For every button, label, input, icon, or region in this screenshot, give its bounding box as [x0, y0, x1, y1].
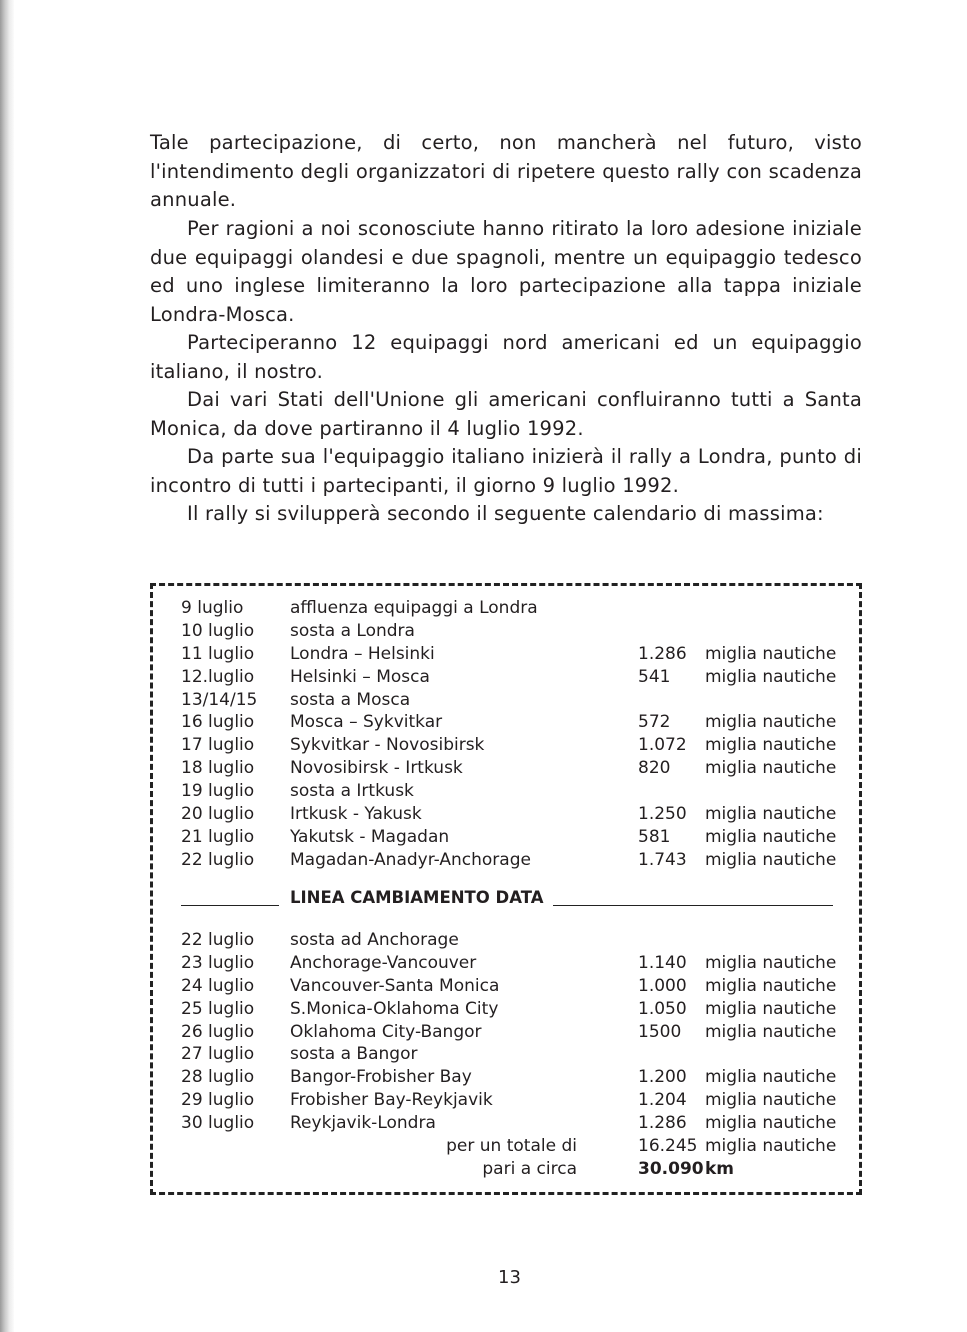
divider-rule-left: [181, 905, 279, 906]
schedule-row: [153, 1089, 859, 1112]
date-line-divider: [153, 888, 859, 911]
schedule-date: 13/14/15: [181, 689, 258, 710]
schedule-unit: miglia nautiche: [705, 952, 837, 973]
schedule-date: 23 luglio: [181, 952, 255, 973]
schedule-date: 19 luglio: [181, 781, 255, 802]
schedule-route: Oklahoma City-Bangor: [290, 1021, 482, 1042]
schedule-row: [153, 643, 859, 666]
schedule-unit: miglia nautiche: [705, 666, 837, 687]
schedule-unit: miglia nautiche: [705, 712, 837, 733]
schedule-row: [153, 1043, 859, 1066]
schedule-route: Frobisher Bay-Reykjavik: [290, 1090, 493, 1111]
schedule-route: Londra – Helsinki: [290, 643, 435, 664]
schedule-date: 21 luglio: [181, 826, 255, 847]
schedule-route: sosta a Londra: [290, 620, 415, 641]
schedule-route: Mosca – Sykvitkar: [290, 712, 443, 733]
schedule-distance: 541: [638, 666, 671, 687]
schedule-date: 9 luglio: [181, 598, 244, 618]
schedule-date: 10 luglio: [181, 620, 255, 641]
schedule-row: [153, 734, 859, 757]
schedule-date: 25 luglio: [181, 998, 255, 1019]
total-unit: miglia nautiche: [705, 1136, 837, 1156]
schedule-date: 27 luglio: [181, 1044, 255, 1065]
schedule-date: 29 luglio: [181, 1090, 255, 1111]
schedule-route: Yakutsk - Magadan: [290, 826, 450, 847]
schedule-date: 12.luglio: [181, 666, 255, 687]
schedule-row: [153, 711, 859, 734]
schedule-row: [153, 1021, 859, 1044]
schedule-date: 18 luglio: [181, 758, 255, 779]
schedule-row: [153, 666, 859, 689]
schedule-route: S.Monica-Oklahoma City: [290, 998, 499, 1019]
schedule-route: sosta ad Anchorage: [290, 930, 459, 950]
schedule-row: [153, 689, 859, 712]
schedule-row: [153, 1112, 859, 1135]
total-value: 30.090: [638, 1158, 704, 1179]
schedule-row: [153, 597, 859, 620]
total-row: [153, 1158, 859, 1181]
schedule-distance: 1.050: [638, 998, 687, 1019]
schedule-row: [153, 803, 859, 826]
total-row: [153, 1135, 859, 1158]
paragraph-text: Da parte sua l'equipaggio italiano inizierà il rally a Londra, punto di incontro di tutti i partecipanti, il giorno 9 luglio 1992.: [150, 445, 862, 497]
schedule-route: Helsinki – Mosca: [290, 666, 430, 687]
total-label: pari a circa: [482, 1158, 577, 1179]
schedule-distance: 1.250: [638, 804, 687, 825]
schedule-distance: 1.743: [638, 849, 687, 870]
schedule-route: Sykvitkar - Novosibirsk: [290, 735, 485, 756]
schedule-list-before: [153, 597, 859, 872]
schedule-route: Magadan-Anadyr-Anchorage: [290, 849, 531, 870]
schedule-totals: [153, 1135, 859, 1181]
schedule-distance: 1500: [638, 1021, 682, 1042]
schedule-unit: miglia nautiche: [705, 998, 837, 1019]
body-text: [150, 215, 862, 529]
schedule-row: [153, 620, 859, 643]
schedule-date: 16 luglio: [181, 712, 255, 733]
schedule-unit: miglia nautiche: [705, 643, 837, 664]
schedule-distance: 1.200: [638, 1067, 687, 1088]
schedule-row: [153, 998, 859, 1021]
schedule-row: [153, 849, 859, 872]
schedule-route: Anchorage-Vancouver: [290, 952, 477, 973]
schedule-date: 22 luglio: [181, 930, 255, 950]
schedule-distance: 1.000: [638, 975, 687, 996]
schedule-row: [153, 1066, 859, 1089]
schedule-distance: 1.286: [638, 1113, 687, 1134]
schedule-unit: miglia nautiche: [705, 849, 837, 870]
schedule-row: [153, 952, 859, 975]
schedule-unit: miglia nautiche: [705, 758, 837, 779]
schedule-route: sosta a Mosca: [290, 689, 411, 710]
schedule-row: [153, 826, 859, 849]
schedule-route: sosta a Irtkusk: [290, 781, 414, 802]
schedule-date: 24 luglio: [181, 975, 255, 996]
schedule-unit: miglia nautiche: [705, 975, 837, 996]
divider-rule-right: [553, 905, 833, 906]
schedule-route: Irtkusk - Yakusk: [290, 804, 422, 825]
schedule-distance: 581: [638, 826, 671, 847]
schedule-route: affluenza equipaggi a Londra: [290, 598, 538, 618]
schedule-unit: miglia nautiche: [705, 1113, 837, 1134]
schedule-distance: 1.140: [638, 952, 687, 973]
schedule-unit: miglia nautiche: [705, 1090, 837, 1111]
schedule-distance: 820: [638, 758, 671, 779]
schedule-box: [150, 583, 862, 1195]
schedule-unit: miglia nautiche: [705, 735, 837, 756]
schedule-date: 30 luglio: [181, 1113, 255, 1134]
paragraph-text: Per ragioni a noi sconosciute hanno ritirato la loro adesione iniziale due equipaggi olandesi e due spagnoli, mentre un equipaggio tedesco ed uno inglese limiteranno la loro partecipazione alla tappa iniziale Londra-Mosca.: [150, 217, 862, 326]
schedule-distance: 572: [638, 712, 671, 733]
schedule-unit: miglia nautiche: [705, 804, 837, 825]
schedule-route: Reykjavik-Londra: [290, 1113, 436, 1134]
schedule-route: Bangor-Frobisher Bay: [290, 1067, 472, 1088]
schedule-distance: 1.286: [638, 643, 687, 664]
intro-paragraph: [150, 129, 862, 215]
schedule-unit: miglia nautiche: [705, 1067, 837, 1088]
schedule-row: [153, 757, 859, 780]
total-label: per un totale di: [446, 1136, 577, 1156]
schedule-distance: 1.204: [638, 1090, 687, 1111]
total-value: 16.245: [638, 1136, 698, 1156]
page-number: 13: [498, 1267, 521, 1288]
total-unit: km: [705, 1158, 735, 1179]
schedule-row: [153, 929, 859, 952]
paragraph-text: Tale partecipazione, di certo, non mancherà nel futuro, visto l'intendimento degli organizzatori di ripetere questo rally con scadenza annuale.: [150, 131, 862, 211]
schedule-date: 22 luglio: [181, 849, 255, 870]
schedule-list-after: [153, 929, 859, 1135]
schedule-date: 17 luglio: [181, 735, 255, 756]
schedule-route: sosta a Bangor: [290, 1044, 418, 1065]
schedule-row: [153, 975, 859, 998]
paragraph-text: Il rally si svilupperà secondo il seguente calendario di massima:: [187, 502, 824, 525]
paragraph-text: Parteciperanno 12 equipaggi nord americani ed un equipaggio italiano, il nostro.: [150, 331, 862, 383]
schedule-date: 26 luglio: [181, 1021, 255, 1042]
schedule-route: Vancouver-Santa Monica: [290, 975, 500, 996]
scan-shadow-edge: [0, 0, 14, 1332]
schedule-row: [153, 780, 859, 803]
divider-label: LINEA CAMBIAMENTO DATA: [290, 888, 544, 907]
schedule-date: 11 luglio: [181, 643, 255, 664]
schedule-date: 28 luglio: [181, 1067, 255, 1088]
schedule-route: Novosibirsk - Irtkusk: [290, 758, 463, 779]
schedule-date: 20 luglio: [181, 804, 255, 825]
schedule-distance: 1.072: [638, 735, 687, 756]
paragraph-text: Dai vari Stati dell'Unione gli americani confluiranno tutti a Santa Monica, da dove partiranno il 4 luglio 1992.: [150, 388, 862, 440]
schedule-unit: miglia nautiche: [705, 826, 837, 847]
schedule-unit: miglia nautiche: [705, 1021, 837, 1042]
